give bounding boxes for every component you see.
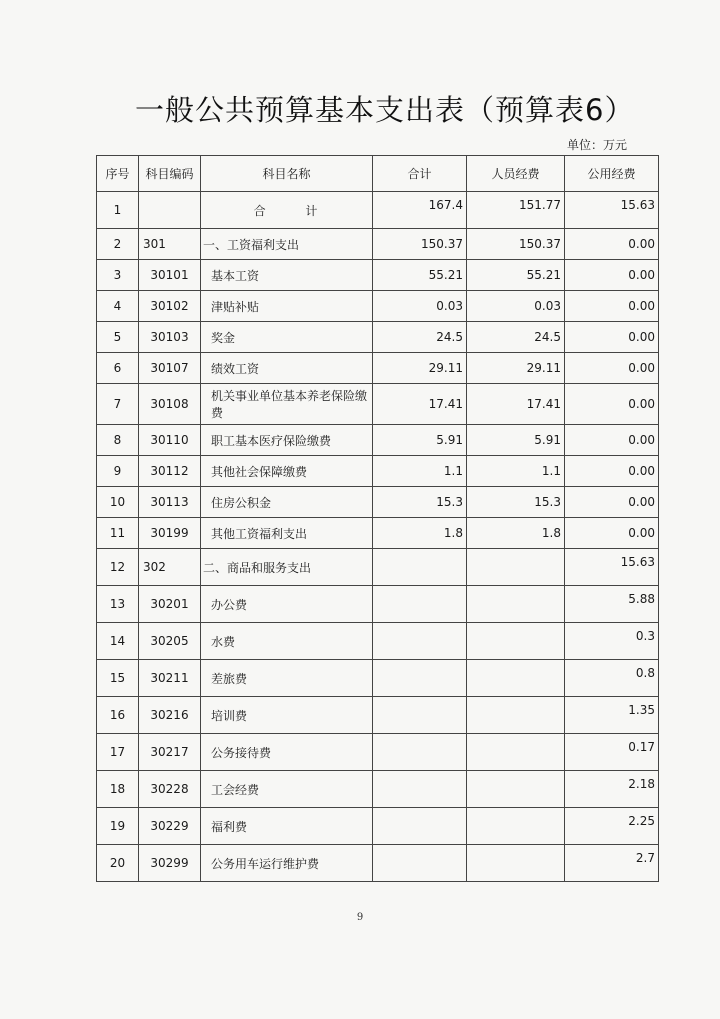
table-row [97, 697, 659, 734]
cell-total [373, 845, 467, 882]
cell-seq: 19 [97, 808, 139, 845]
cell-name: 差旅费 [201, 660, 373, 697]
cell-seq: 6 [97, 353, 139, 384]
cell-total: 5.91 [373, 425, 467, 456]
cell-code: 30110 [139, 425, 201, 456]
column-header-personnel: 人员经费 [467, 156, 565, 192]
cell-name: 机关事业单位基本养老保险缴费 [201, 384, 373, 425]
cell-code: 30205 [139, 623, 201, 660]
cell-public: 0.00 [565, 487, 659, 518]
table-row [97, 353, 659, 384]
cell-code: 301 [139, 229, 201, 260]
cell-name: 绩效工资 [201, 353, 373, 384]
cell-personnel [467, 586, 565, 623]
unit-label: 单位：万元 [567, 138, 628, 152]
table-header-row [97, 156, 659, 192]
cell-name: 二、商品和服务支出 [201, 549, 373, 586]
cell-seq: 11 [97, 518, 139, 549]
page-title: 一般公共预算基本支出表（预算表6） [135, 93, 635, 127]
table-row [97, 771, 659, 808]
cell-public: 2.7 [565, 845, 659, 882]
cell-code: 30112 [139, 456, 201, 487]
table-row [97, 623, 659, 660]
cell-code [139, 192, 201, 229]
cell-seq: 9 [97, 456, 139, 487]
cell-public: 15.63 [565, 192, 659, 229]
cell-seq: 3 [97, 260, 139, 291]
cell-personnel: 17.41 [467, 384, 565, 425]
cell-personnel [467, 734, 565, 771]
cell-code: 30107 [139, 353, 201, 384]
cell-personnel: 1.8 [467, 518, 565, 549]
cell-personnel: 151.77 [467, 192, 565, 229]
cell-total [373, 660, 467, 697]
cell-name: 公务用车运行维护费 [201, 845, 373, 882]
cell-total [373, 697, 467, 734]
cell-seq: 8 [97, 425, 139, 456]
cell-personnel: 15.3 [467, 487, 565, 518]
column-header-seq: 序号 [97, 156, 139, 192]
cell-total: 1.1 [373, 456, 467, 487]
cell-public: 0.00 [565, 518, 659, 549]
cell-personnel: 0.03 [467, 291, 565, 322]
cell-seq: 13 [97, 586, 139, 623]
cell-seq: 10 [97, 487, 139, 518]
cell-name: 合 计 [201, 192, 373, 229]
cell-code: 30299 [139, 845, 201, 882]
cell-total [373, 623, 467, 660]
cell-name: 其他社会保障缴费 [201, 456, 373, 487]
cell-personnel: 24.5 [467, 322, 565, 353]
cell-personnel: 5.91 [467, 425, 565, 456]
cell-seq: 14 [97, 623, 139, 660]
table-row [97, 425, 659, 456]
cell-total: 0.03 [373, 291, 467, 322]
table-row [97, 808, 659, 845]
cell-public: 1.35 [565, 697, 659, 734]
page-number: 9 [356, 912, 364, 923]
cell-public: 2.18 [565, 771, 659, 808]
cell-total: 15.3 [373, 487, 467, 518]
cell-public: 2.25 [565, 808, 659, 845]
cell-total: 17.41 [373, 384, 467, 425]
cell-code: 30199 [139, 518, 201, 549]
table-row [97, 845, 659, 882]
table-body [97, 192, 659, 882]
cell-public: 0.00 [565, 291, 659, 322]
column-header-total: 合计 [373, 156, 467, 192]
table-row [97, 518, 659, 549]
cell-total: 29.11 [373, 353, 467, 384]
column-header-name: 科目名称 [201, 156, 373, 192]
cell-seq: 16 [97, 697, 139, 734]
cell-public: 0.17 [565, 734, 659, 771]
table-row [97, 456, 659, 487]
table-row [97, 229, 659, 260]
cell-name: 工会经费 [201, 771, 373, 808]
cell-seq: 18 [97, 771, 139, 808]
cell-name: 基本工资 [201, 260, 373, 291]
cell-public: 0.00 [565, 229, 659, 260]
table-row [97, 322, 659, 353]
cell-personnel: 55.21 [467, 260, 565, 291]
cell-public: 0.00 [565, 425, 659, 456]
cell-code: 30216 [139, 697, 201, 734]
cell-personnel [467, 697, 565, 734]
table-row [97, 734, 659, 771]
cell-total: 24.5 [373, 322, 467, 353]
cell-personnel [467, 771, 565, 808]
cell-code: 302 [139, 549, 201, 586]
cell-code: 30229 [139, 808, 201, 845]
cell-personnel [467, 808, 565, 845]
cell-seq: 5 [97, 322, 139, 353]
table-row [97, 260, 659, 291]
cell-name: 津贴补贴 [201, 291, 373, 322]
cell-public: 5.88 [565, 586, 659, 623]
table-row [97, 384, 659, 425]
cell-public: 0.00 [565, 322, 659, 353]
table-row [97, 487, 659, 518]
cell-name: 职工基本医疗保险缴费 [201, 425, 373, 456]
table-row [97, 586, 659, 623]
cell-total [373, 586, 467, 623]
cell-name: 奖金 [201, 322, 373, 353]
cell-code: 30201 [139, 586, 201, 623]
table-row [97, 549, 659, 586]
cell-personnel [467, 549, 565, 586]
cell-seq: 15 [97, 660, 139, 697]
cell-name: 公务接待费 [201, 734, 373, 771]
cell-name: 住房公积金 [201, 487, 373, 518]
cell-total: 55.21 [373, 260, 467, 291]
cell-name: 一、工资福利支出 [201, 229, 373, 260]
cell-total: 150.37 [373, 229, 467, 260]
cell-seq: 12 [97, 549, 139, 586]
cell-public: 0.00 [565, 384, 659, 425]
cell-total [373, 771, 467, 808]
cell-public: 0.00 [565, 353, 659, 384]
cell-name: 办公费 [201, 586, 373, 623]
cell-code: 30108 [139, 384, 201, 425]
cell-total [373, 549, 467, 586]
table-row [97, 291, 659, 322]
cell-personnel: 29.11 [467, 353, 565, 384]
cell-personnel [467, 623, 565, 660]
table-row [97, 192, 659, 229]
cell-total [373, 734, 467, 771]
cell-code: 30101 [139, 260, 201, 291]
cell-public: 0.3 [565, 623, 659, 660]
cell-seq: 4 [97, 291, 139, 322]
cell-total: 1.8 [373, 518, 467, 549]
cell-public: 0.00 [565, 260, 659, 291]
cell-personnel [467, 660, 565, 697]
cell-seq: 7 [97, 384, 139, 425]
cell-personnel [467, 845, 565, 882]
table-row [97, 660, 659, 697]
cell-total [373, 808, 467, 845]
cell-name: 其他工资福利支出 [201, 518, 373, 549]
budget-table-container [96, 155, 658, 882]
cell-code: 30211 [139, 660, 201, 697]
cell-name: 福利费 [201, 808, 373, 845]
cell-personnel: 1.1 [467, 456, 565, 487]
cell-public: 0.8 [565, 660, 659, 697]
cell-personnel: 150.37 [467, 229, 565, 260]
cell-code: 30103 [139, 322, 201, 353]
cell-code: 30228 [139, 771, 201, 808]
budget-table [96, 155, 659, 882]
cell-seq: 20 [97, 845, 139, 882]
cell-seq: 2 [97, 229, 139, 260]
cell-seq: 17 [97, 734, 139, 771]
column-header-code: 科目编码 [139, 156, 201, 192]
cell-code: 30102 [139, 291, 201, 322]
cell-code: 30113 [139, 487, 201, 518]
cell-name: 水费 [201, 623, 373, 660]
column-header-public: 公用经费 [565, 156, 659, 192]
cell-total: 167.4 [373, 192, 467, 229]
cell-name: 培训费 [201, 697, 373, 734]
cell-seq: 1 [97, 192, 139, 229]
cell-public: 0.00 [565, 456, 659, 487]
cell-public: 15.63 [565, 549, 659, 586]
cell-code: 30217 [139, 734, 201, 771]
